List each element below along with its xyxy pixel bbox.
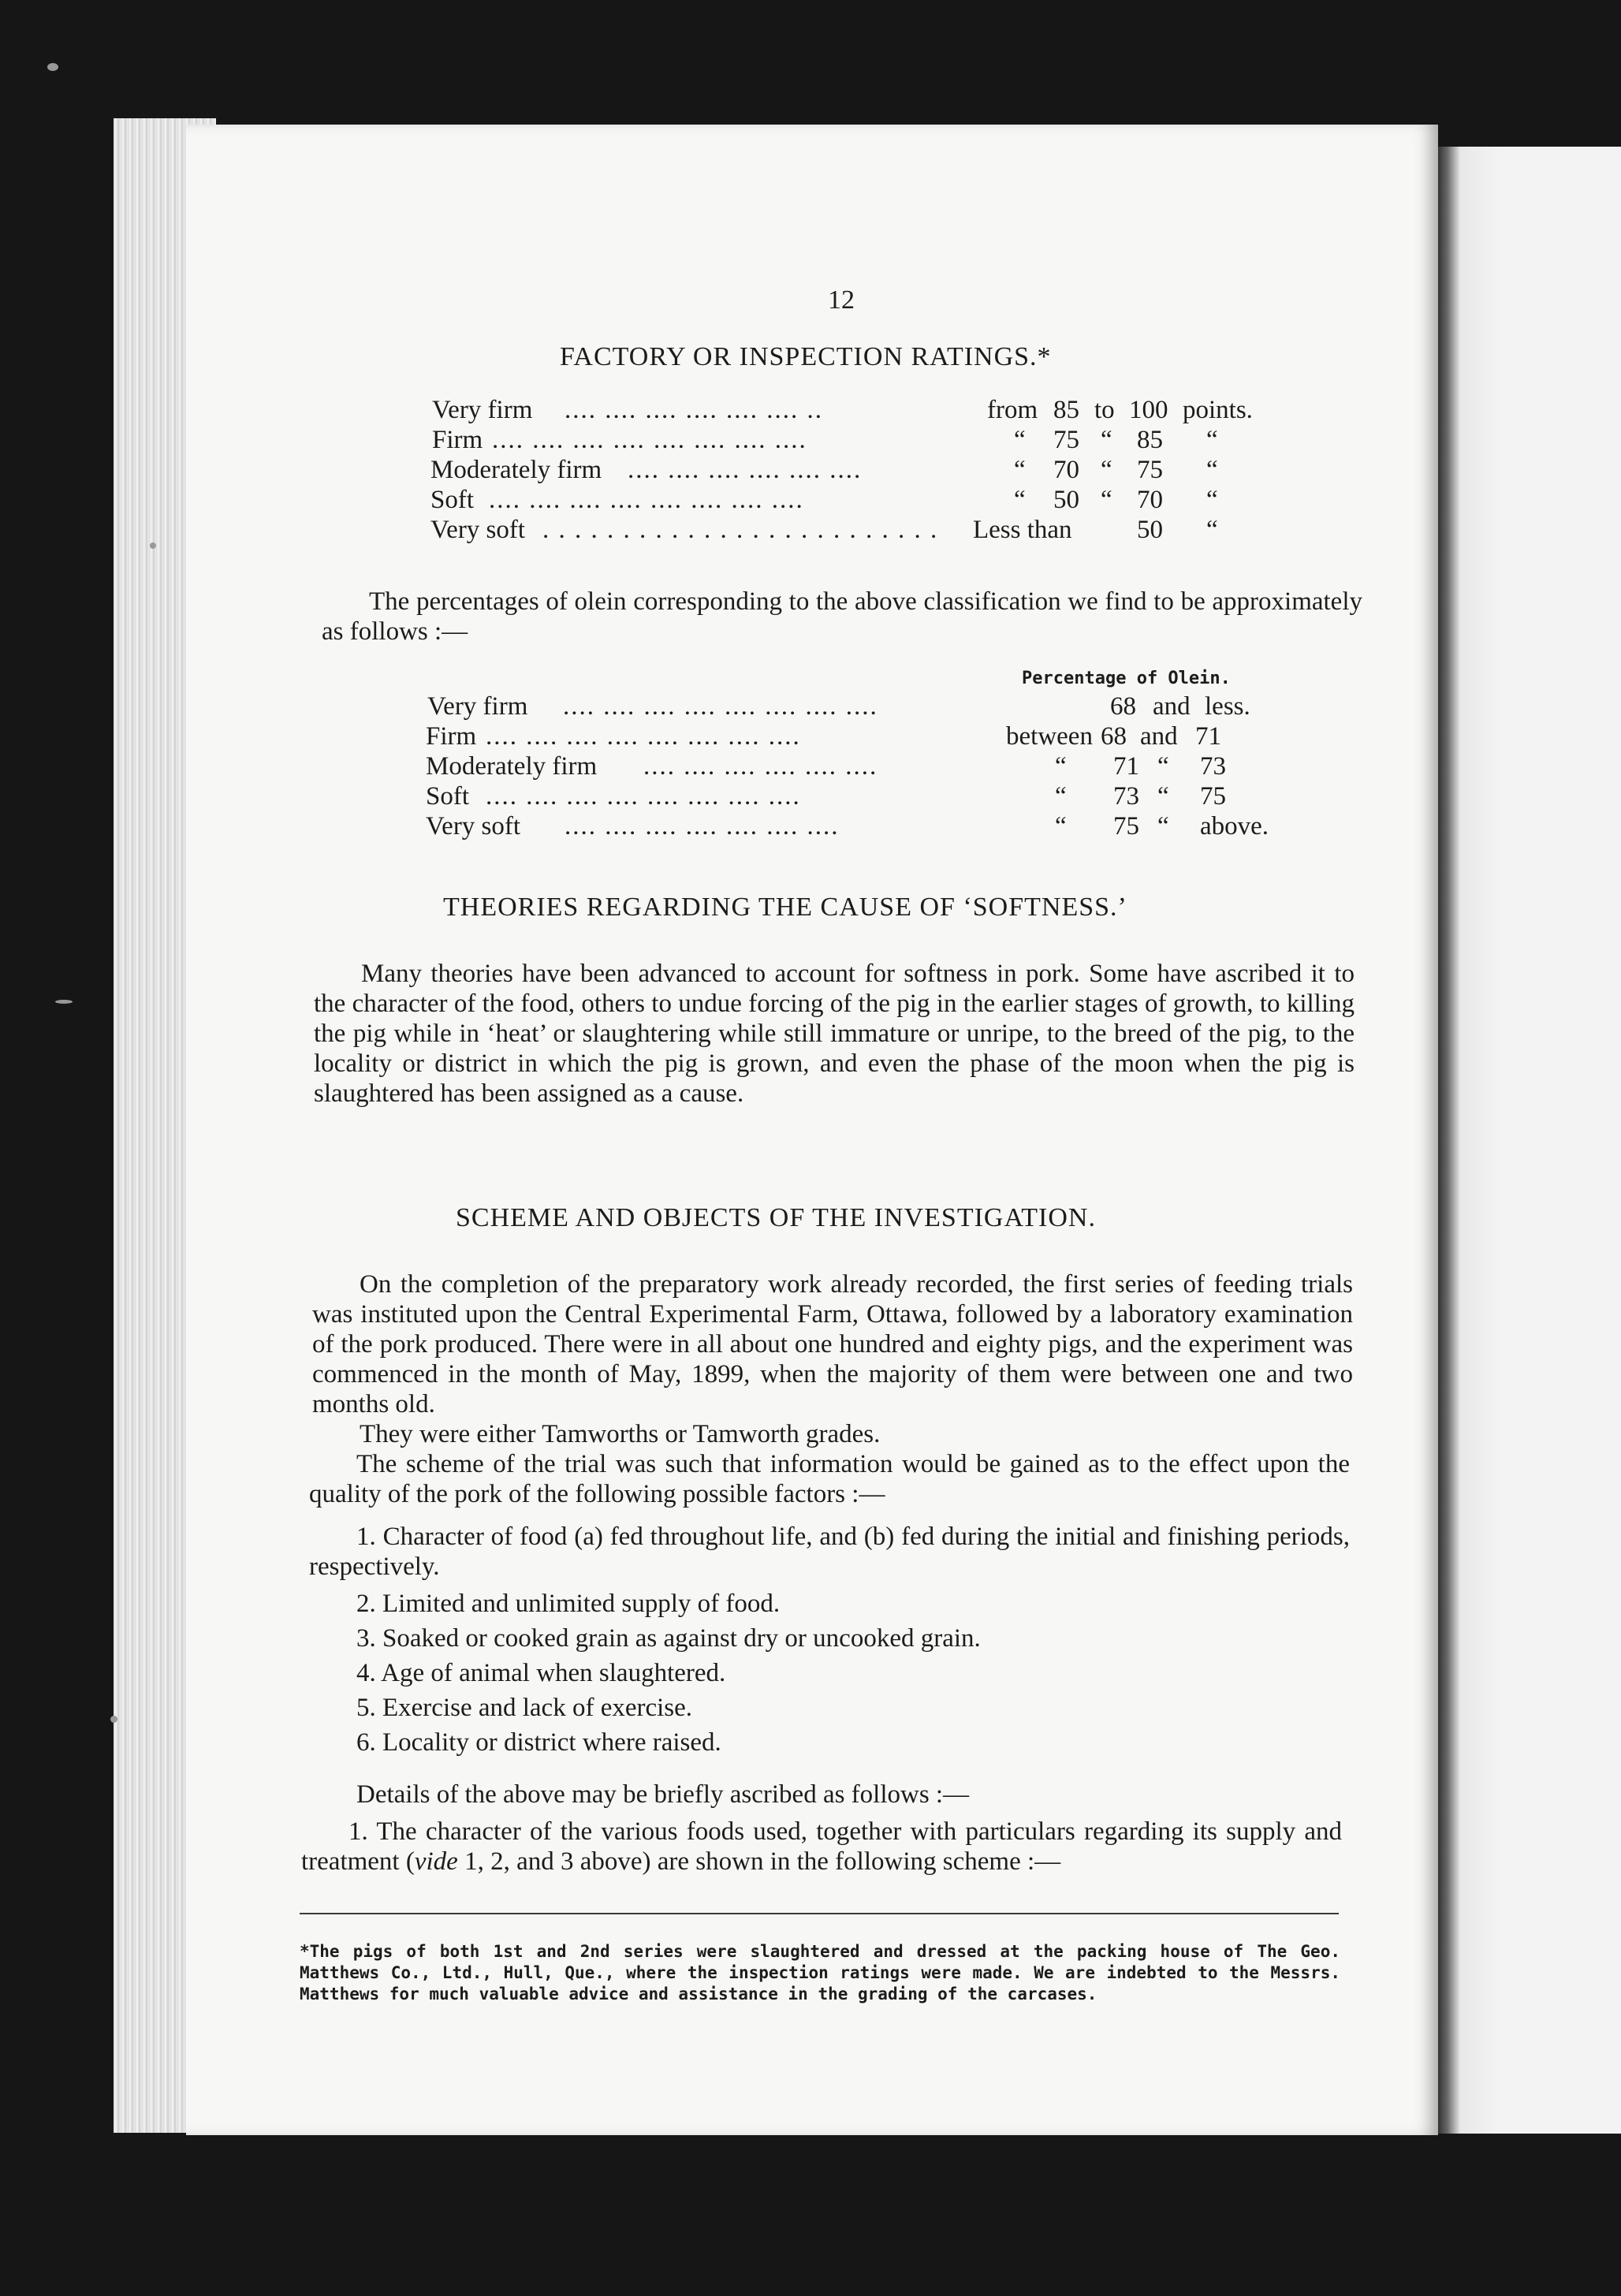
rating-low: 75 [1053, 426, 1079, 454]
rating-label: Soft [430, 486, 475, 514]
olein-a: 75 [1113, 812, 1139, 840]
rating-label: Firm [432, 426, 483, 454]
rating-prefix: from [987, 396, 1038, 424]
rating-high: 70 [1137, 486, 1163, 514]
olein-prefix: “ [1055, 752, 1067, 781]
dot-leader: .... .... .... .... .... .... .... .... [492, 426, 807, 454]
rating-prefix: “ [1014, 456, 1026, 484]
olein-mid: “ [1157, 782, 1169, 811]
rating-unit: “ [1206, 456, 1218, 484]
olein-a: 71 [1113, 752, 1139, 781]
factor-item: 3. Soaked or cooked grain as against dry or uncooked grain. [356, 1624, 981, 1653]
olein-prefix: “ [1055, 812, 1067, 840]
dot-leader: .... .... .... .... .... .... .... .... [486, 782, 801, 811]
rating-high: 85 [1137, 426, 1163, 454]
rating-high: 100 [1129, 396, 1168, 424]
rating-unit: “ [1206, 516, 1218, 544]
scan-speck [55, 1000, 73, 1004]
olein-mid: and [1153, 692, 1191, 721]
dot-leader: . . . . . . . . . . . . . . . . . . . . . . . . . [542, 516, 939, 544]
rating-high: 50 [1137, 516, 1163, 544]
olein-b: 71 [1195, 722, 1221, 751]
olein-prefix: “ [1055, 782, 1067, 811]
scheme-intro-paragraph [301, 1817, 1342, 1877]
dot-leader: .... .... .... .... .... .... .... .... [486, 722, 801, 751]
factor-item: 2. Limited and unlimited supply of food. [356, 1590, 781, 1618]
scheme-intro-tail: 1, 2, and 3 above) are shown in the following scheme :— [457, 1847, 1061, 1876]
rating-mid: “ [1101, 486, 1112, 514]
rating-unit: “ [1206, 426, 1218, 454]
scheme-intro-vide: vide [414, 1847, 458, 1876]
olein-mid: and [1140, 722, 1178, 751]
scan-speck [110, 1716, 117, 1723]
dot-leader: .... .... .... .... .... .... .... [565, 812, 840, 840]
olein-b: less. [1205, 692, 1250, 721]
olein-intro-paragraph: The percentages of olein corresponding to the above classification we find to be approximately as follows :— [322, 587, 1362, 646]
olein-label: Very firm [427, 692, 528, 721]
olein-a: 68 [1110, 692, 1136, 721]
scheme-paragraph-1: On the completion of the preparatory work already recorded, the first series of feeding trials was instituted upon the Central Experimental Farm, Ottawa, followed by a laboratory examination of the pork produced. There were in all about one hundred and eighty pigs, and the experiment was commenced in the month of May, 1899, when the majority of them were between one and two months old. [312, 1270, 1353, 1418]
scan-speck [47, 63, 58, 71]
rating-unit: “ [1206, 486, 1218, 514]
section-heading-theories: THEORIES REGARDING THE CAUSE OF ‘SOFTNESS.’ [443, 893, 1127, 922]
rating-mid: to [1094, 396, 1115, 424]
factor-item: 4. Age of animal when slaughtered. [356, 1659, 726, 1687]
dot-leader: .... .... .... .... .... .... .... .... [563, 692, 878, 721]
rating-mid: “ [1101, 426, 1112, 454]
rating-prefix: Less than [973, 516, 1072, 544]
footnote-rule [300, 1913, 1339, 1914]
factor-item: 5. Exercise and lack of exercise. [356, 1694, 693, 1722]
rating-prefix: “ [1014, 486, 1026, 514]
document-page [186, 125, 1438, 2135]
olein-column-header: Percentage of Olein. [1022, 669, 1231, 688]
theories-paragraph: Many theories have been advanced to account for softness in pork. Some have ascribed it to the character of the food, others to undue forcing of the pig in the earlier stages of growth, to killing the pig while in ‘heat’ or slaughtering while still immature or unripe, to the breed of the pig, to the locality or district in which the pig is grown, and even the phase of the moon when the pig is slaughtered has been assigned as a cause. [314, 960, 1355, 1108]
rating-low: 70 [1053, 456, 1079, 484]
olein-a: 73 [1113, 782, 1139, 811]
footnote: *The pigs of both 1st and 2nd series were slaughtered and dressed at the packing house of The Geo. Matthews Co., Ltd., Hull, Que., where the inspection ratings were made. We are indebted to the Messrs. Matthews for much valuable advice and assistance in the grading of the carcases. [300, 1942, 1340, 2003]
olein-mid: “ [1157, 812, 1169, 840]
scheme-paragraph-2: They were either Tamworths or Tamworth grades. [360, 1420, 881, 1448]
scheme-intro-lead: 1. The character of the various foods used, together with particulars regarding its supply and treatment ( [301, 1817, 1342, 1876]
rating-unit: points. [1183, 396, 1253, 424]
olein-b: above. [1200, 812, 1269, 840]
olein-b: 75 [1200, 782, 1226, 811]
rating-high: 75 [1137, 456, 1163, 484]
rating-low: 85 [1053, 396, 1079, 424]
rating-low: 50 [1053, 486, 1079, 514]
olein-label: Moderately firm [426, 752, 598, 781]
adjacent-page-edge [1437, 147, 1621, 2134]
factor-item: 1. Character of food (a) fed throughout life, and (b) fed during the initial and finishing periods, respectively. [309, 1523, 1350, 1581]
section-heading-scheme: SCHEME AND OBJECTS OF THE INVESTIGATION. [456, 1203, 1096, 1232]
dot-leader: .... .... .... .... .... .... [643, 752, 878, 781]
rating-mid: “ [1101, 456, 1112, 484]
factor-item: 6. Locality or district where raised. [356, 1728, 721, 1757]
olein-label: Firm [426, 722, 477, 751]
olein-label: Soft [426, 782, 470, 811]
rating-label: Moderately firm [430, 456, 602, 484]
scan-speck [150, 542, 156, 549]
dot-leader: .... .... .... .... .... .... .. [565, 396, 823, 424]
olein-label: Very soft [426, 812, 521, 840]
olein-mid: “ [1157, 752, 1169, 781]
dot-leader: .... .... .... .... .... .... [628, 456, 863, 484]
scheme-paragraph-3: The scheme of the trial was such that information would be gained as to the effect upon the quality of the pork of the following possible factors :— [309, 1450, 1350, 1508]
olein-prefix: between [1006, 722, 1093, 751]
dot-leader: .... .... .... .... .... .... .... .... [489, 486, 804, 514]
olein-b: 73 [1200, 752, 1226, 781]
rating-prefix: “ [1014, 426, 1026, 454]
rating-label: Very soft [430, 516, 526, 544]
details-intro: Details of the above may be briefly ascribed as follows :— [356, 1780, 970, 1809]
section-heading-ratings: FACTORY OR INSPECTION RATINGS.* [560, 342, 1052, 371]
rating-label: Very firm [432, 396, 533, 424]
page-number: 12 [828, 285, 855, 315]
olein-a: 68 [1101, 722, 1127, 751]
